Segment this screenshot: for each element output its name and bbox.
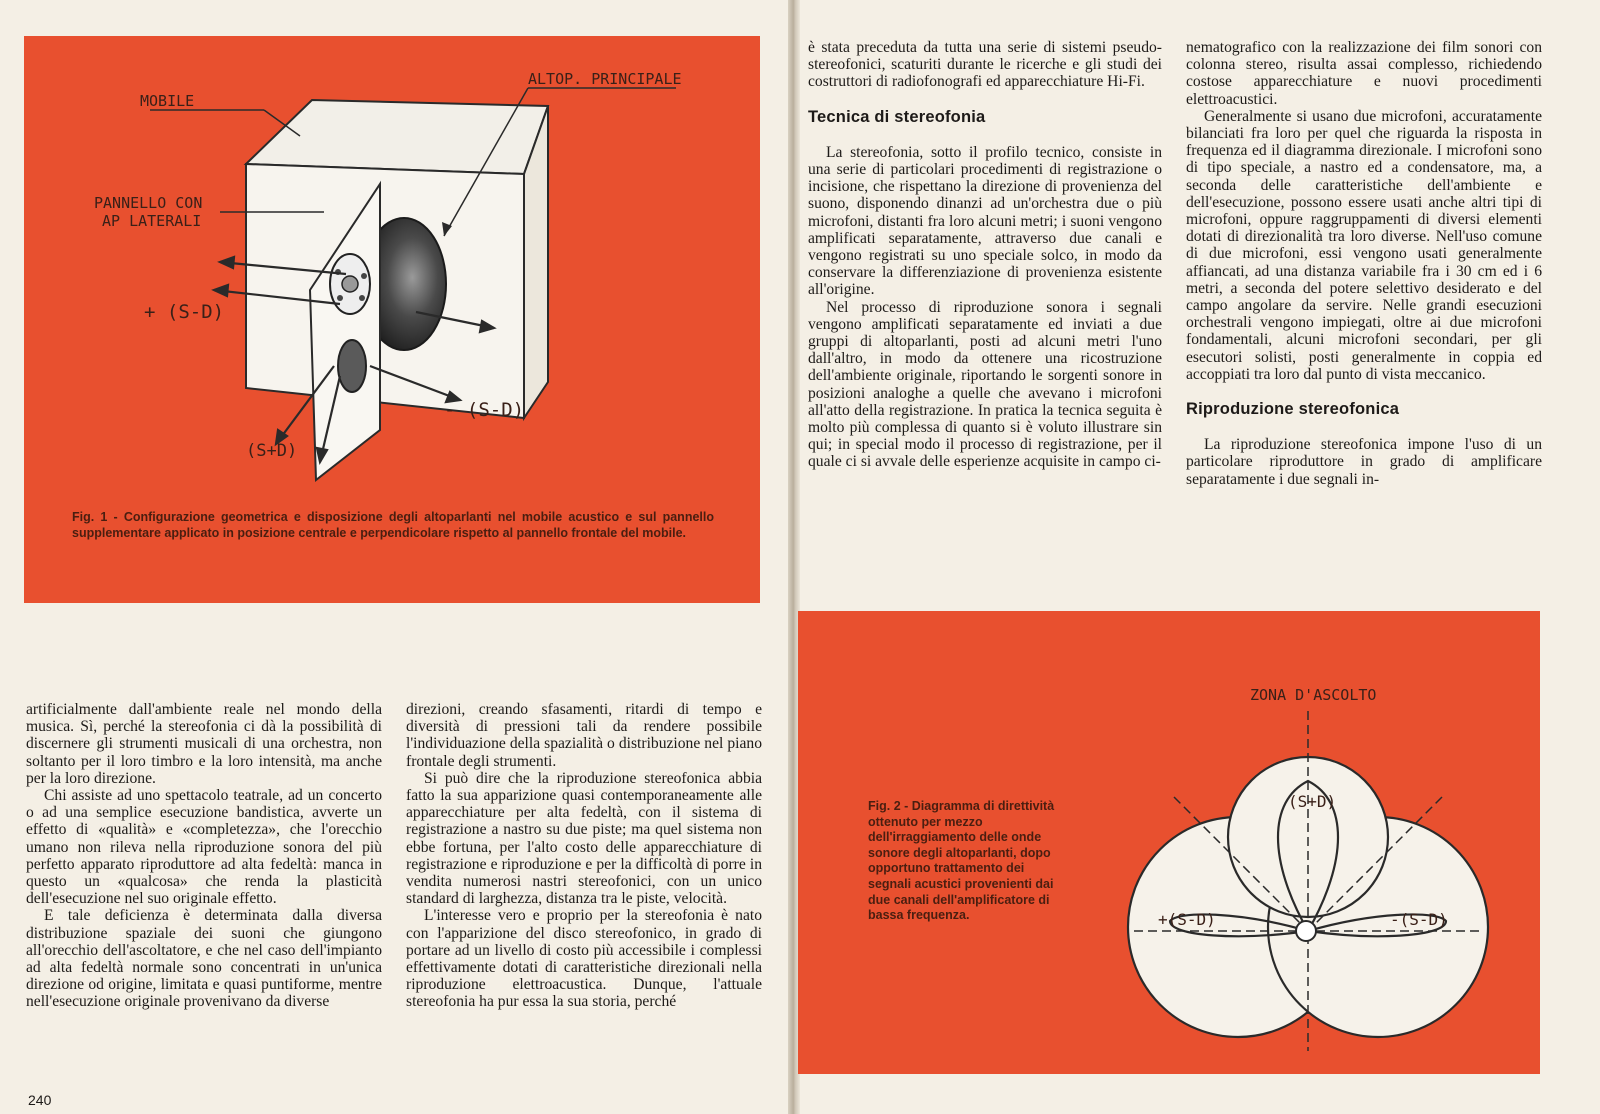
heading-tecnica: Tecnica di stereofonia xyxy=(808,107,986,126)
figure-1-panel xyxy=(24,36,760,603)
page-number: 240 xyxy=(28,1092,52,1108)
paragraph: Nel processo di riproduzione sonora i segnali vengono amplificati separatamente ed inviati a due gruppi di altoparlanti, posti ad alcuni metri l'uno dall'altro, in modo da ottenere una ricostruzione dell'ambiente originale, riportando le sorgenti sonore in posizioni analoghe a quelle che avevano i microfoni all'atto della registrazione. In pratica la tecnica seguita è molto più complessa di quanto si è voluto illustrare sin qui; in special modo il processo di registrazione, per il quale ci si avvale delle esperienze acquisite in campo ci- xyxy=(808,298,1162,471)
figure-2-caption: Fig. 2 - Diagramma di direttività ottenuto per mezzo dell'irraggiamento delle onde sonore degli altoparlanti, dopo opportuno trattamento dei segnali acustici provenienti dai due canali dell'amplificatore di bassa frequenza. xyxy=(868,799,1055,923)
label-mobile: MOBILE xyxy=(140,92,195,110)
figure-2-panel xyxy=(798,611,1540,1074)
paragraph: nematografico con la realizzazione dei film sonori con colonna stereo, risulta assai complesso, richiedendo costose apparecchiature e nuovi procedimenti elettroacustici. xyxy=(1186,39,1542,108)
label-plus-sd: +(S-D) xyxy=(1158,910,1216,929)
label-s-plus-d: (S+D) xyxy=(246,441,298,461)
label-minus-sd: - (S-D) xyxy=(444,399,525,421)
paragraph: La stereofonia, sotto il profilo tecnico, consiste in una serie di particolari procedimenti di registrazione o incisione, che rispettano la direzione di provenienza del suono, disponendo dinanzi ad un'orchestra due o più microfoni, distanti fra loro alcuni metri; i suoni vengono amplificati separatamente, attraverso due canali e vengono registrati su uno speciale solco, in modo da conservare la differenziazione di provenienza esistente all'origine. xyxy=(808,143,1162,299)
label-altop-principale: ALTOP. PRINCIPALE xyxy=(528,70,682,88)
cabinet-top xyxy=(246,100,548,174)
paragraph: La riproduzione stereofonica impone l'uso di un particolare riproduttore in grado di amplificare separatamente i due segnali in- xyxy=(1186,436,1542,488)
listener-point xyxy=(1296,921,1316,941)
left-column-2 xyxy=(406,701,762,1011)
label-plus-sd: + (S-D) xyxy=(144,301,225,323)
paragraph: Si può dire che la riproduzione stereofonica abbia fatto la sua apparizione quasi contemporaneamente alle apparecchiature per alta fedeltà, con il sistema di registrazione a nastro su due piste; ma quel sistema non ebbe fortuna, per l'alto costo delle apparecchiature di registrazione e riproduzione e per la difficoltà di porre in vendita numerosi nastri stereofonici, con un unico standard di larghezza, distanza tra le piste, velocità. xyxy=(406,769,762,908)
paragraph: è stata preceduta da tutta una serie di sistemi pseudo-stereofonici, scaturiti durante le ricerche e gli studi dei costruttori di radiofonografi ed apparecchiature Hi-Fi. xyxy=(808,39,1162,91)
label-zona-ascolto: ZONA D'ASCOLTO xyxy=(1250,686,1377,704)
label-minus-sd: -(S-D) xyxy=(1390,910,1448,929)
left-column-1 xyxy=(26,701,382,1011)
panel-speaker-bottom xyxy=(338,340,366,392)
figure-1-caption: Fig. 1 - Configurazione geometrica e disposizione degli altoparlanti nel mobile acustico e sul pannello supplementare applicato in posizione centrale e perpendicolare rispetto al pannello frontale del mobile. xyxy=(72,510,714,540)
label-s-plus-d: (S+D) xyxy=(1288,792,1337,811)
label-pannello-1: PANNELLO CON xyxy=(94,194,203,212)
paragraph: E tale deficienza è determinata dalla diversa distribuzione spaziale dei suoni che giungono all'orecchio dell'ascoltatore, e che nel caso dell'impianto ad alta fedeltà normale sono concentrati in un'unica direzione od origine, limitata e quasi puntiforme, mentre nell'esecuzione originale provenivano da diverse xyxy=(26,907,382,1011)
right-column-1 xyxy=(808,39,1162,471)
paragraph: Generalmente si usano due microfoni, accuratamente bilanciati fra loro per quel che riguarda la risposta in frequenza ed il diagramma direzionale. I microfoni sono di tipo speciale, a nastro ed a condensatore, ma, a seconda delle caratteristiche dell'ambiente e dell'esecuzione, possono essere usati anche altri tipi di microfoni, oppure raggruppamenti di diversi elementi dotati di direzionalità tra loro diverse. Nell'uso comune di due microfoni, essi vengono usati generalmente affiancati, ad una distanza variabile fra i 30 cm ed i 6 metri, a seconda del potere selettivo desiderato e del campo angolare da servire. Nelle grandi esecuzioni orchestrali vengono impiegati, oltre ai due microfoni fondamentali, alcuni microfoni secondari, per gli esecutori solisti, posti generalmente in coppia ed accoppiati tra loro dal punto di vista meccanico. xyxy=(1186,107,1542,383)
paragraph: Chi assiste ad uno spettacolo teatrale, ad un concerto o ad una semplice esecuzione bandistica, avverte un effetto di «qualità» e «completezza», che l'orecchio umano non rileva nella riproduzione sonora del più perfetto apparato riproduttore ad alta fedeltà: manca in questo un «qualcosa» che renda la plasticità dell'esecuzione nel suo originale effetto. xyxy=(26,787,382,908)
paragraph: artificialmente dall'ambiente reale nel mondo della musica. Sì, perché la stereofonia ci dà la possibilità di discernere gli strumenti musicali di una orchestra, non soltanto per il loro timbro e la loro intensità, ma anche per la loro direzione. xyxy=(26,701,382,787)
paragraph: direzioni, creando sfasamenti, ritardi di tempo e diversità di pressioni tali da rendere possibile l'individuazione della spazialità o distribuzione nel piano frontale degli strumenti. xyxy=(406,701,762,770)
label-pannello-2: AP LATERALI xyxy=(102,212,202,230)
heading-riproduzione: Riproduzione stereofonica xyxy=(1186,400,1400,419)
right-column-2 xyxy=(1186,39,1542,488)
paragraph: L'interesse vero e proprio per la stereofonia è nato con l'apparizione del disco stereofonico, in grado di portare ad un livello di costo più accessibile i complessi effettivamente dotati di caratteristiche direzionali nella riproduzione elettroacustica. Dunque, l'attuale stereofonia ha pur essa la sua storia, perché xyxy=(406,907,762,1011)
